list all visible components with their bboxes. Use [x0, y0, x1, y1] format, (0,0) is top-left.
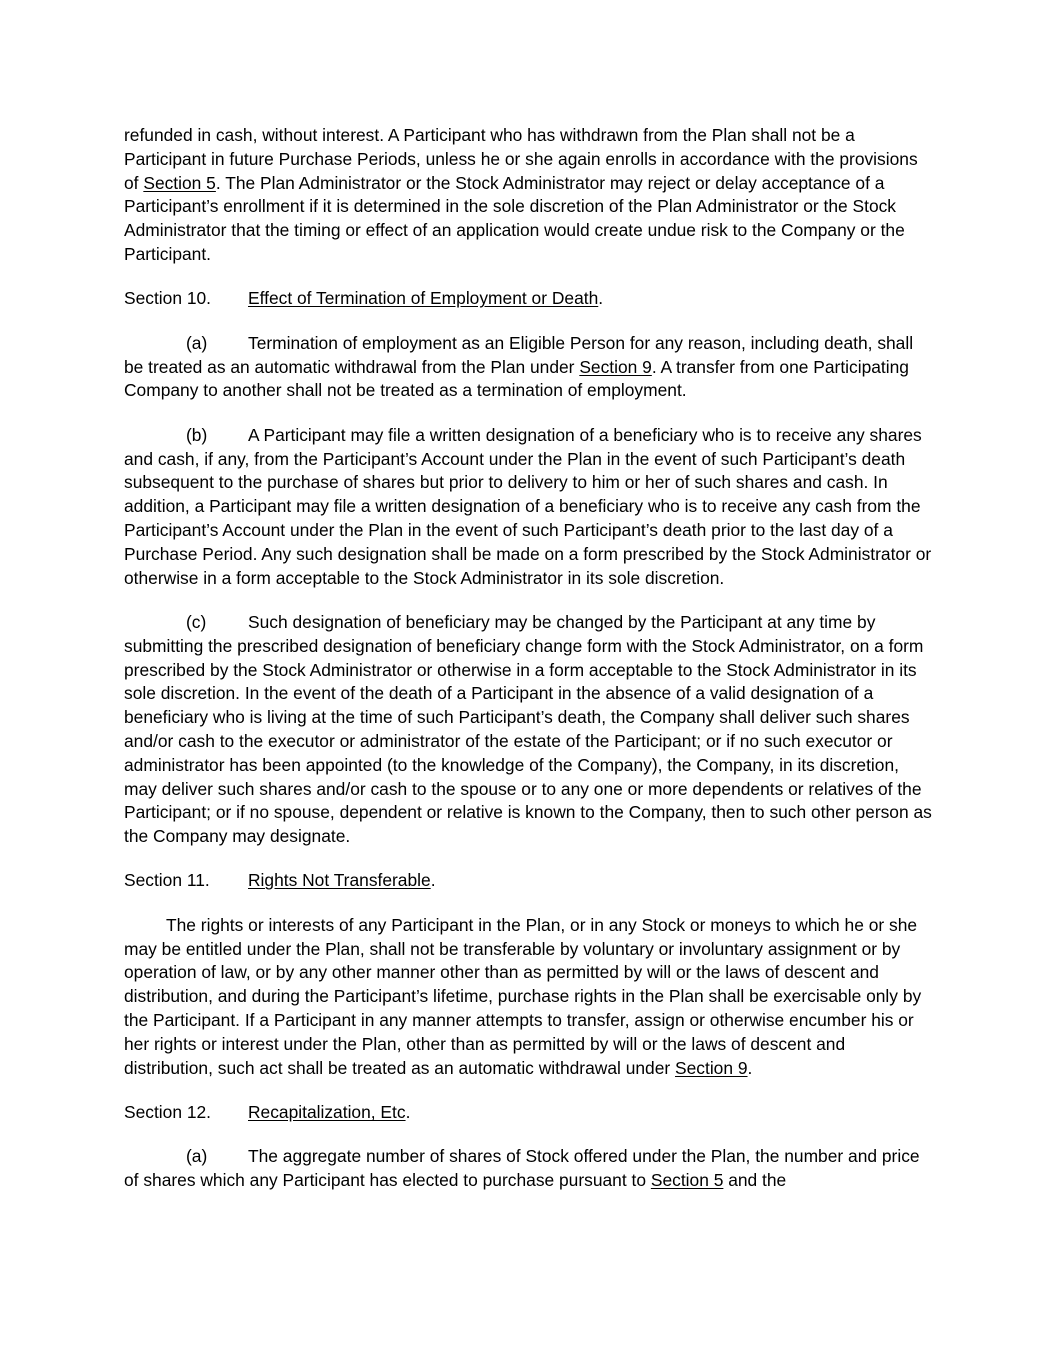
text: and the	[723, 1170, 787, 1191]
section-number: Section 12.	[124, 1102, 212, 1123]
text: The aggregate number of shares of Stock offered under the Plan, the number and price of shares which any Participant has elected to purchase pursuant to	[124, 1146, 920, 1191]
text: .	[747, 1057, 753, 1078]
period: .	[430, 870, 436, 891]
text: Termination of employment as an Eligible Person for any reason, including death, shall be treated as an automatic withdrawal from the Plan under	[124, 332, 914, 377]
section-title: Effect of Termination of Employment or Death	[248, 288, 599, 309]
section-12a-paragraph	[124, 1145, 932, 1193]
document-body	[124, 124, 932, 1193]
section-number: Section 10.	[124, 288, 212, 309]
text: refunded in cash, without interest. A Participant who has withdrawn from the Plan shall not be a Participant in future Purchase Periods, unless he or she again enrolls in accordance with the provisions of	[124, 125, 918, 193]
section-number: Section 11.	[124, 870, 210, 891]
text: . A transfer from one Participating Company to another shall not be treated as a termination of employment.	[124, 356, 909, 401]
section-12-heading	[124, 1101, 932, 1125]
section-5-reference: Section 5	[143, 172, 216, 193]
section-10b-paragraph	[124, 424, 932, 591]
section-title: Rights Not Transferable	[248, 870, 431, 891]
text: The rights or interests of any Participant in the Plan, or in any Stock or moneys to which he or she may be entitled under the Plan, shall not be transferable by voluntary or involuntary assignment or by operation of law, or by any other manner other than as permitted by will or the laws of descent and distribution, and during the Participant’s lifetime, purchase rights in the Plan shall be exercisable only by the Participant. If a Participant in any manner attempts to transfer, assign or otherwise encumber his or her rights or interest under the Plan, other than as permitted by will or the laws of descent and distribution, such act shall be treated as an automatic withdrawal under	[124, 914, 922, 1078]
subsection-label: (a)	[186, 332, 208, 353]
section-title: Recapitalization, Etc	[248, 1102, 406, 1123]
section-5-reference: Section 5	[650, 1170, 724, 1191]
section-10-heading	[124, 287, 932, 311]
section-9-reference: Section 9	[675, 1057, 748, 1078]
subsection-label: (a)	[186, 1146, 208, 1167]
paragraph-withdrawal-continued	[124, 124, 932, 267]
section-10c-paragraph	[124, 611, 932, 849]
text: . The Plan Administrator or the Stock Administrator may reject or delay acceptance of a Participant’s enrollment if it is determined in the sole discretion of the Plan Administrator or the Stock Administrator that the timing or effect of an application would create undue risk to the Company or the Participant.	[124, 172, 905, 264]
text: A Participant may file a written designation of a beneficiary who is to receive any shares and cash, if any, from the Participant’s Account under the Plan in the event of such Participant’s death subsequent to the purchase of shares but prior to delivery to him or her of such shares and cash. In addition, a Participant may file a written designation of a beneficiary who is to receive any cash from the Participant’s Account under the Plan in the event of such Participant’s death prior to the last day of a Purchase Period. Any such designation shall be made on a form prescribed by the Stock Administrator or otherwise in a form acceptable to the Stock Administrator in its sole discretion.	[124, 424, 932, 588]
section-11-paragraph	[124, 914, 932, 1081]
period: .	[598, 288, 604, 309]
subsection-label: (b)	[186, 424, 208, 445]
text: Such designation of beneficiary may be changed by the Participant at any time by submitting the prescribed designation of beneficiary change form with the Stock Administrator, on a form prescribed by the Stock Administrator or otherwise in a form acceptable to the Stock Administrator in its sole discretion. In the event of the death of a Participant in the absence of a valid designation of a beneficiary who is living at the time of such Participant’s death, the Company shall deliver such shares and/or cash to the executor or administrator of the estate of the Participant; or if no such executor or administrator has been appointed (to the knowledge of the Company), the Company, in its discretion, may deliver such shares and/or cash to the spouse or to any one or more dependents or relatives of the Participant; or if no spouse, dependent or relative is known to the Company, then to such other person as the Company may designate.	[124, 611, 932, 847]
subsection-label: (c)	[186, 611, 207, 632]
section-9-reference: Section 9	[579, 356, 652, 377]
period: .	[405, 1102, 411, 1123]
section-10a-paragraph	[124, 332, 932, 403]
section-11-heading	[124, 869, 932, 893]
